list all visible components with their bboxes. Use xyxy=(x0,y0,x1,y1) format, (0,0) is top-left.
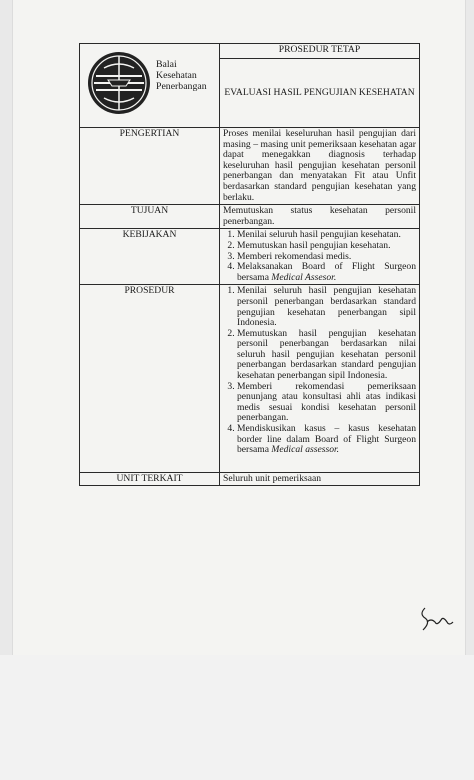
list-item-text: Melaksanakan Board of Flight Surgeon bersama xyxy=(237,261,416,283)
institution-name xyxy=(156,59,207,92)
row-label-tujuan: TUJUAN xyxy=(80,205,220,229)
row-label-pengertian: PENGERTIAN xyxy=(80,128,220,205)
scan-bottom-margin xyxy=(0,655,474,780)
row-label-unit-terkait: UNIT TERKAIT xyxy=(80,472,220,486)
sop-table xyxy=(79,43,420,486)
sop-title: EVALUASI HASIL PENGUJIAN KESEHATAN xyxy=(220,59,420,128)
list-item: 1. Menilai seluruh hasil pengujian kesehatan. xyxy=(237,230,416,241)
list-item: 1. Menilai seluruh hasil pengujian kesehatan personil penerbangan berdasarkan standard pengujian kesehatan penerbangan sipil Indonesia. xyxy=(237,286,416,328)
list-item: 2. Memutuskan hasil pengujian kesehatan personil penerbangan berdasarkan nilai seluruh hasil pengujian kesehatan personil penerbangan berdasarkan standard pengujian kesehatan penerbangan sipil Indonesia. xyxy=(237,329,416,382)
institution-line: Kesehatan xyxy=(156,70,197,81)
list-item: 3. Memberi rekomendasi pemeriksaan penunjang atau konsultasi ahli atas indikasi medis sesuai kondisi kesehatan personil penerbangan. xyxy=(237,382,416,424)
header-logo-cell xyxy=(80,44,220,128)
list-item: 2. Memutuskan hasil pengujian kesehatan. xyxy=(237,241,416,252)
list-item-text: Mendiskusikan kasus – kasus kesehatan border line dalam Board of Flight Surgeon bersama xyxy=(237,423,416,456)
row-list-prosedur xyxy=(220,285,420,473)
list-item xyxy=(237,262,416,283)
row-text-pengertian: Proses menilai keseluruhan hasil pengujian dari masing – masing unit pemeriksaan kesehatan agar dapat menegakkan diagnosis terhadap keseluruhan hasil pengujian kesehatan personil penerbangan dan menyatakan Fit atau Unfit berdasarkan standard pengujian kesehatan yang berlaku. xyxy=(220,128,420,205)
list-item: 3. Memberi rekomendasi medis. xyxy=(237,252,416,263)
signature-mark xyxy=(415,600,455,640)
institution-line: Penerbangan xyxy=(156,81,207,92)
list-item-italic: Medical Assesor. xyxy=(271,271,337,283)
row-label-prosedur: PROSEDUR xyxy=(80,285,220,473)
row-text-tujuan: Memutuskan status kesehatan personil penerbangan. xyxy=(220,205,420,229)
sop-label: PROSEDUR TETAP xyxy=(220,44,420,59)
list-item-italic: Medical assessor. xyxy=(271,444,340,456)
ministry-emblem-icon xyxy=(86,50,152,116)
list-item xyxy=(237,424,416,456)
institution-line: Balai xyxy=(156,59,177,70)
row-text-unit-terkait: Seluruh unit pemeriksaan xyxy=(220,472,420,486)
row-list-kebijakan xyxy=(220,229,420,285)
row-label-kebijakan: KEBIJAKAN xyxy=(80,229,220,285)
